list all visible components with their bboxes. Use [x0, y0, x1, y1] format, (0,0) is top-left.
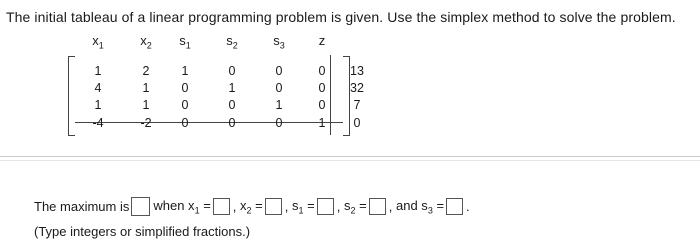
tableau-cell: -2 — [140, 116, 152, 130]
tableau-cell: 1 — [228, 81, 236, 95]
objective-row-divider — [75, 122, 343, 123]
tableau-cell: 0 — [318, 64, 326, 78]
hint-text: (Type integers or simplified fractions.) — [34, 224, 251, 239]
tableau-cell: 1 — [318, 116, 326, 130]
s1-input[interactable] — [317, 198, 334, 215]
section-divider-shadow — [0, 160, 700, 161]
left-bracket — [68, 56, 75, 136]
s2-input[interactable] — [369, 198, 386, 215]
x2-input[interactable] — [265, 198, 282, 215]
column-header: $s_3$ — [273, 33, 285, 51]
tableau-cell: 0 — [181, 81, 189, 95]
column-header: z — [318, 33, 326, 48]
s2-label: $s_2$ = — [344, 197, 367, 216]
tableau-cell: 1 — [181, 64, 189, 78]
tableau-cell: 1 — [94, 64, 102, 78]
x1-input[interactable] — [213, 198, 230, 215]
simplex-tableau — [60, 33, 375, 141]
answer-line — [34, 197, 470, 216]
tableau-cell: 7 — [353, 98, 361, 112]
comma: , — [284, 199, 289, 214]
question-text: The initial tableau of a linear programming problem is given. Use the simplex method to solve the problem. — [6, 9, 676, 25]
tableau-cell: 0 — [228, 64, 236, 78]
comma: , — [388, 199, 393, 214]
tableau-cell: 4 — [94, 81, 102, 95]
tableau-cell: 0 — [275, 81, 283, 95]
column-header: $s_1$ — [179, 33, 191, 51]
tableau-cell: 0 — [275, 116, 283, 130]
x2-label: $x_2$ = — [240, 197, 263, 216]
column-header: $x_2$ — [140, 33, 152, 51]
answer-prefix: The maximum is — [34, 199, 130, 214]
tableau-cell: 1 — [275, 98, 283, 112]
tableau-cell: 1 — [142, 98, 150, 112]
s3-input[interactable] — [446, 198, 463, 215]
when-x1-label: when $x_1$ = — [153, 197, 211, 216]
tableau-cell: 13 — [350, 64, 364, 78]
right-bracket — [343, 56, 350, 136]
tableau-cell: 2 — [142, 64, 150, 78]
column-header: $x_1$ — [92, 33, 104, 51]
tableau-cell: 0 — [181, 116, 189, 130]
tableau-cell: 0 — [228, 98, 236, 112]
column-header: $s_2$ — [226, 33, 238, 51]
tableau-cell: 0 — [318, 98, 326, 112]
tableau-cell: 32 — [350, 81, 364, 95]
maximum-input[interactable] — [131, 197, 150, 216]
section-divider — [0, 156, 700, 157]
tableau-cell: 0 — [353, 116, 361, 130]
comma: , — [336, 199, 341, 214]
tableau-cell: 0 — [275, 64, 283, 78]
tableau-cell: 1 — [94, 98, 102, 112]
tableau-cell: 0 — [318, 81, 326, 95]
s3-label: and $s_3$ = — [396, 197, 445, 216]
s1-label: $s_1$ = — [292, 197, 315, 216]
tableau-cell: -4 — [92, 116, 104, 130]
comma: , — [232, 199, 237, 214]
augment-divider — [330, 55, 331, 135]
tableau-cell: 0 — [228, 116, 236, 130]
tableau-cell: 0 — [181, 98, 189, 112]
period: . — [466, 199, 470, 214]
tableau-cell: 1 — [142, 81, 150, 95]
